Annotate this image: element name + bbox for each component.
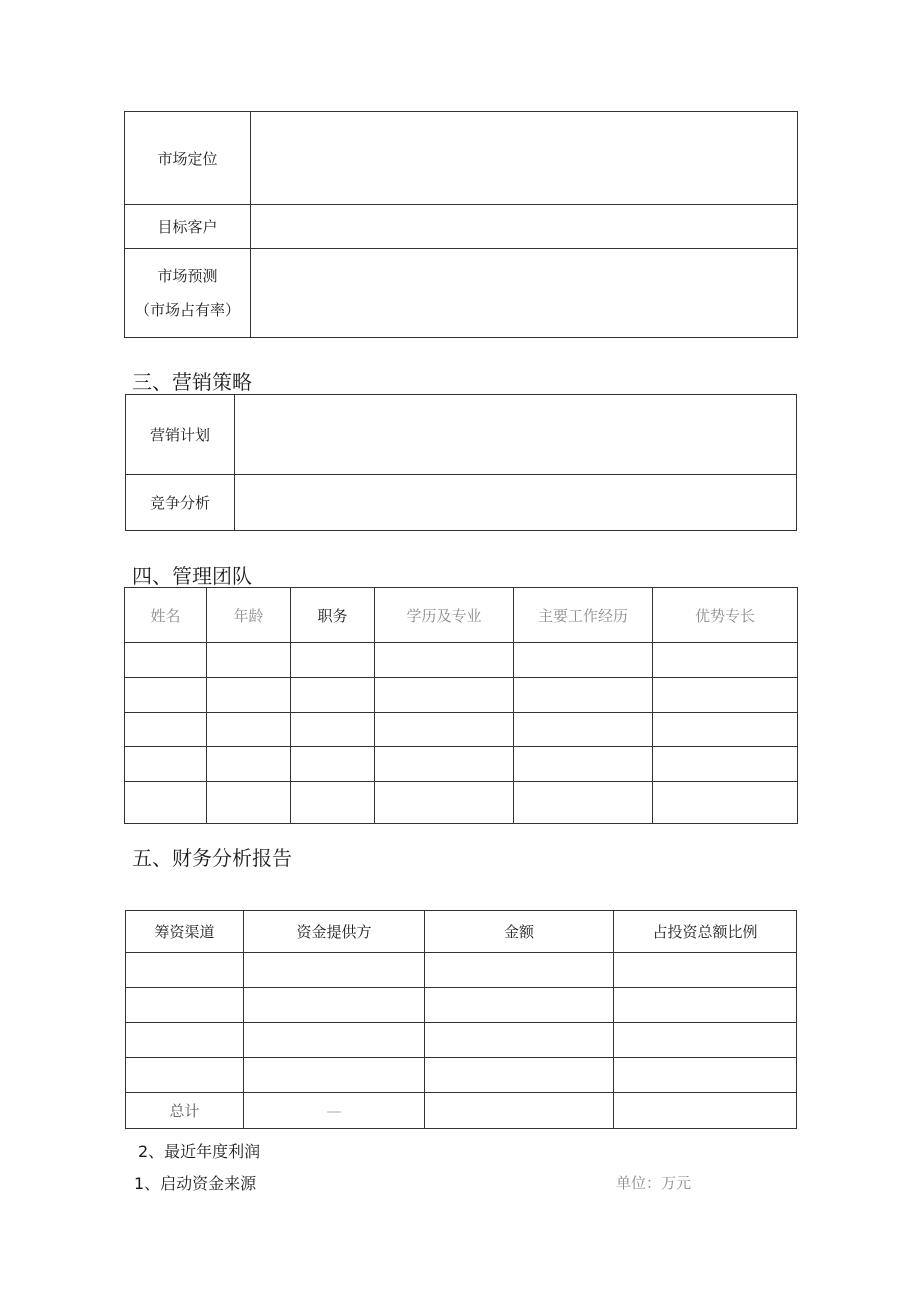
table-cell[interactable] [244,1023,425,1058]
market-table [124,111,798,338]
table-cell[interactable] [653,678,798,713]
marketing-plan-label: 营销计划 [126,395,235,475]
funding-total-ratio[interactable] [614,1093,797,1129]
table-cell[interactable] [291,782,375,824]
table-cell[interactable] [514,713,653,747]
table-cell[interactable] [614,953,797,988]
table-cell[interactable] [244,1058,425,1093]
table-cell[interactable] [614,988,797,1023]
profit-note: 2、最近年度利润 [138,1142,261,1161]
team-table [124,587,798,824]
table-cell[interactable] [125,678,207,713]
table-cell[interactable] [653,643,798,678]
table-row [125,747,798,782]
table-row [125,678,798,713]
table-cell[interactable] [244,953,425,988]
table-cell[interactable] [514,678,653,713]
table-cell[interactable] [653,782,798,824]
table-row [125,643,798,678]
market-forecast-value[interactable] [251,249,798,338]
table-cell[interactable] [125,747,207,782]
table-cell[interactable] [375,747,514,782]
funding-table [125,910,797,1129]
unit-note: 单位：万元 [616,1174,692,1192]
table-cell[interactable] [425,1023,614,1058]
table-cell[interactable] [207,782,291,824]
team-header-education: 学历及专业 [375,588,514,643]
table-cell[interactable] [126,1023,244,1058]
section-marketing-heading: 三、营销策略 [132,370,252,394]
competition-analysis-label: 竞争分析 [126,475,235,531]
team-header-name: 姓名 [125,588,207,643]
table-cell[interactable] [244,988,425,1023]
table-cell[interactable] [375,678,514,713]
table-cell[interactable] [425,988,614,1023]
market-position-value[interactable] [251,112,798,205]
table-cell[interactable] [375,782,514,824]
funding-header-channel: 筹资渠道 [126,911,244,953]
table-cell[interactable] [125,713,207,747]
table-row [126,988,797,1023]
competition-analysis-value[interactable] [235,475,797,531]
table-cell[interactable] [126,988,244,1023]
target-customer-label: 目标客户 [125,205,251,249]
startup-funds-note: 1、启动资金来源 [134,1174,257,1193]
market-position-label: 市场定位 [125,112,251,205]
market-forecast-label [125,249,251,338]
table-cell[interactable] [291,713,375,747]
table-cell[interactable] [375,713,514,747]
team-header-experience: 主要工作经历 [514,588,653,643]
table-cell[interactable] [207,678,291,713]
table-cell[interactable] [125,782,207,824]
table-cell[interactable] [514,747,653,782]
table-cell[interactable] [614,1023,797,1058]
funding-header-amount: 金额 [425,911,614,953]
table-cell[interactable] [291,747,375,782]
funding-header-ratio: 占投资总额比例 [614,911,797,953]
table-cell[interactable] [514,782,653,824]
table-cell[interactable] [425,953,614,988]
table-cell[interactable] [207,747,291,782]
market-forecast-label-line1: 市场预测 [157,267,218,285]
table-row [125,782,798,824]
table-row [126,1023,797,1058]
table-row [126,1058,797,1093]
team-header-position: 职务 [291,588,375,643]
funding-total-label: 总计 [126,1093,244,1129]
table-row [126,953,797,988]
table-cell[interactable] [126,1058,244,1093]
target-customer-value[interactable] [251,205,798,249]
table-cell[interactable] [653,747,798,782]
team-header-age: 年龄 [207,588,291,643]
table-cell[interactable] [653,713,798,747]
market-forecast-label-line2: （市场占有率） [134,301,240,319]
marketing-table [125,394,797,531]
table-cell[interactable] [514,643,653,678]
table-row [125,713,798,747]
table-cell[interactable] [126,953,244,988]
table-cell[interactable] [614,1058,797,1093]
table-cell[interactable] [375,643,514,678]
table-cell[interactable] [291,678,375,713]
marketing-plan-value[interactable] [235,395,797,475]
table-cell[interactable] [425,1058,614,1093]
table-cell[interactable] [125,643,207,678]
table-cell[interactable] [207,713,291,747]
team-header-strengths: 优势专长 [653,588,798,643]
section-team-heading: 四、管理团队 [132,564,252,588]
funding-header-provider: 资金提供方 [244,911,425,953]
funding-total-dash: — [244,1093,425,1129]
section-finance-heading: 五、财务分析报告 [132,846,292,870]
table-cell[interactable] [207,643,291,678]
table-cell[interactable] [291,643,375,678]
funding-total-amount[interactable] [425,1093,614,1129]
